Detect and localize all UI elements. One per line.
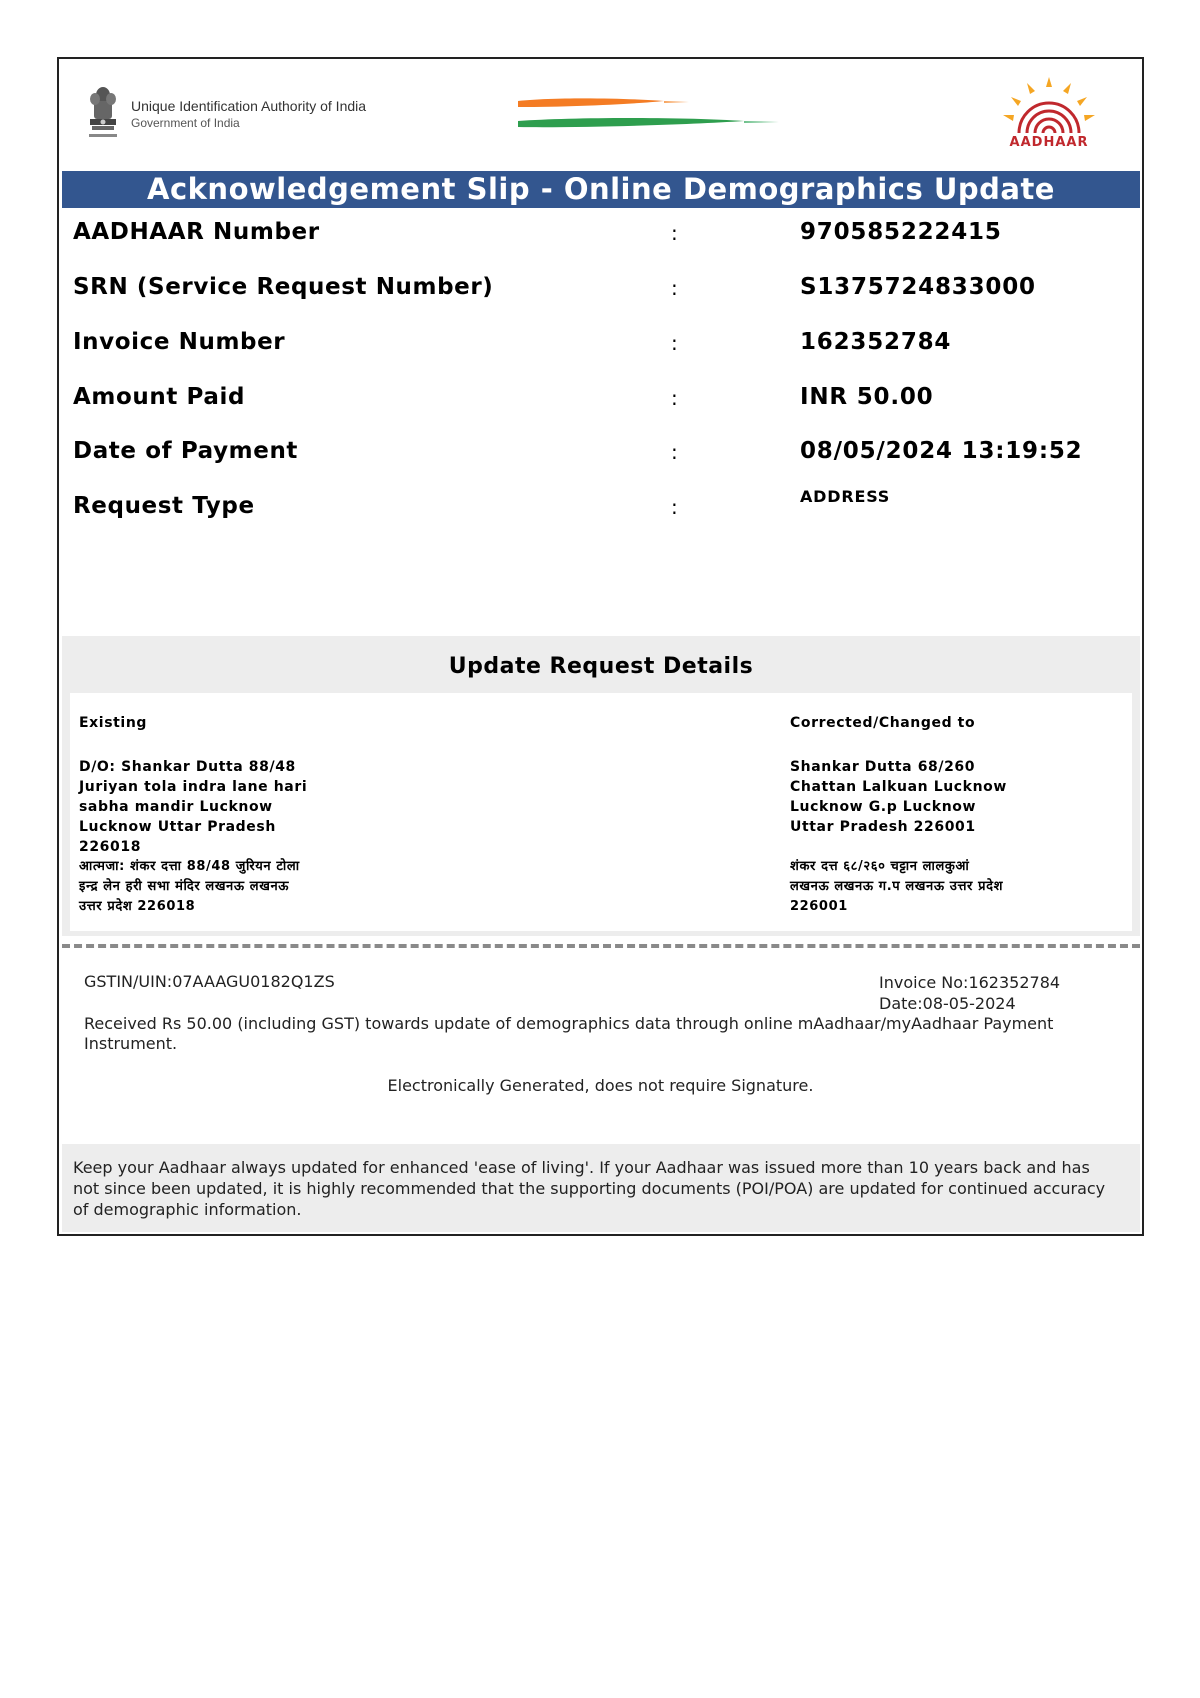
gstin: GSTIN/UIN:07AAAGU0182Q1ZS xyxy=(84,972,335,991)
corrected-address xyxy=(790,713,1090,917)
info-value: ADDRESS xyxy=(800,487,891,506)
info-row-invoice-number xyxy=(59,329,1142,369)
info-row-aadhaar-number xyxy=(59,219,1142,259)
invoice-no: Invoice No:162352784 xyxy=(879,973,1061,992)
existing-line: 226018 xyxy=(79,839,142,855)
info-label: Amount Paid xyxy=(73,384,246,410)
existing-hindi-line: इन्द्र लेन हरी सभा मंदिर लखनऊ लखनऊ xyxy=(79,879,290,894)
corrected-line: Shankar Dutta 68/260 xyxy=(790,759,976,775)
existing-head: Existing xyxy=(79,715,148,731)
national-emblem-icon xyxy=(85,85,121,141)
dashed-divider xyxy=(62,944,1140,948)
acknowledgement-slip xyxy=(57,57,1144,1236)
info-row-amount-paid xyxy=(59,384,1142,424)
info-value: 162352784 xyxy=(800,329,952,355)
corrected-hindi-line: शंकर दत्त ६८/२६० चट्टान लालकुआं xyxy=(790,859,970,874)
info-value: 08/05/2024 13:19:52 xyxy=(800,438,1083,464)
aadhaar-logo-text: AADHAAR xyxy=(1009,135,1089,150)
received-statement: Received Rs 50.00 (including GST) towards update of demographics data through online mAadhaar/myAadhaar Payment Instrument. xyxy=(84,1014,1054,1053)
info-colon: : xyxy=(671,276,678,300)
corrected-line: Uttar Pradesh 226001 xyxy=(790,819,976,835)
electronic-note: Electronically Generated, does not require Signature. xyxy=(387,1076,814,1095)
corrected-line: Chattan Lalkuan Lucknow xyxy=(790,779,1007,795)
tricolor-brush-icon xyxy=(514,95,784,135)
existing-line: Lucknow Uttar Pradesh xyxy=(79,819,276,835)
corrected-head: Corrected/Changed to xyxy=(790,715,976,731)
invoice-date: Date:08-05-2024 xyxy=(879,994,1016,1013)
existing-address xyxy=(79,713,379,917)
info-row-request-type xyxy=(59,487,1142,533)
existing-hindi-line: आत्मजा: शंकर दत्ता 88/48 जुरियन टोला xyxy=(79,859,300,874)
corrected-line: Lucknow G.p Lucknow xyxy=(790,799,977,815)
footer-note-text: Keep your Aadhaar always updated for enhanced 'ease of living'. If your Aadhaar was issued more than 10 years back and has not since been updated, it is highly recommended that the supporting documents (POI/POA) are updated for continued accuracy of demographic information. xyxy=(73,1158,1106,1219)
existing-line: D/O: Shankar Dutta 88/48 xyxy=(79,759,296,775)
page-title: Acknowledgement Slip - Online Demographics Update xyxy=(62,171,1140,208)
org-name: Unique Identification Authority of India xyxy=(131,98,367,114)
uidai-name xyxy=(131,97,366,131)
info-label: SRN (Service Request Number) xyxy=(73,274,494,300)
slip-header xyxy=(59,59,1142,169)
info-value: INR 50.00 xyxy=(800,384,934,410)
corrected-hindi-line: 226001 xyxy=(790,899,848,914)
info-value: 970585222415 xyxy=(800,219,1002,245)
info-row-srn xyxy=(59,274,1142,314)
details-columns xyxy=(70,693,1132,931)
update-request-details xyxy=(62,636,1140,936)
existing-line: sabha mandir Lucknow xyxy=(79,799,273,815)
aadhaar-sun-fingerprint-icon xyxy=(989,75,1109,137)
corrected-hindi xyxy=(790,857,1090,917)
info-colon: : xyxy=(671,386,678,410)
info-colon: : xyxy=(671,495,678,519)
existing-hindi xyxy=(79,857,379,917)
invoice-meta xyxy=(879,972,1060,1014)
info-label: AADHAAR Number xyxy=(73,219,320,245)
footer-note xyxy=(62,1144,1140,1232)
info-colon: : xyxy=(671,440,678,464)
info-value: S1375724833000 xyxy=(800,274,1036,300)
details-heading: Update Request Details xyxy=(448,654,754,679)
existing-line: Juriyan tola indra lane hari xyxy=(79,779,308,795)
existing-hindi-line: उत्तर प्रदेश 226018 xyxy=(79,899,196,914)
info-row-date-of-payment xyxy=(59,438,1142,478)
info-label: Date of Payment xyxy=(73,438,299,464)
info-label: Request Type xyxy=(73,493,255,519)
info-colon: : xyxy=(671,221,678,245)
aadhaar-logo xyxy=(989,75,1109,155)
info-label: Invoice Number xyxy=(73,329,286,355)
info-colon: : xyxy=(671,331,678,355)
org-sub: Government of India xyxy=(131,116,240,130)
corrected-hindi-line: लखनऊ लखनऊ ग.प लखनऊ उत्तर प्रदेश xyxy=(790,879,1004,894)
